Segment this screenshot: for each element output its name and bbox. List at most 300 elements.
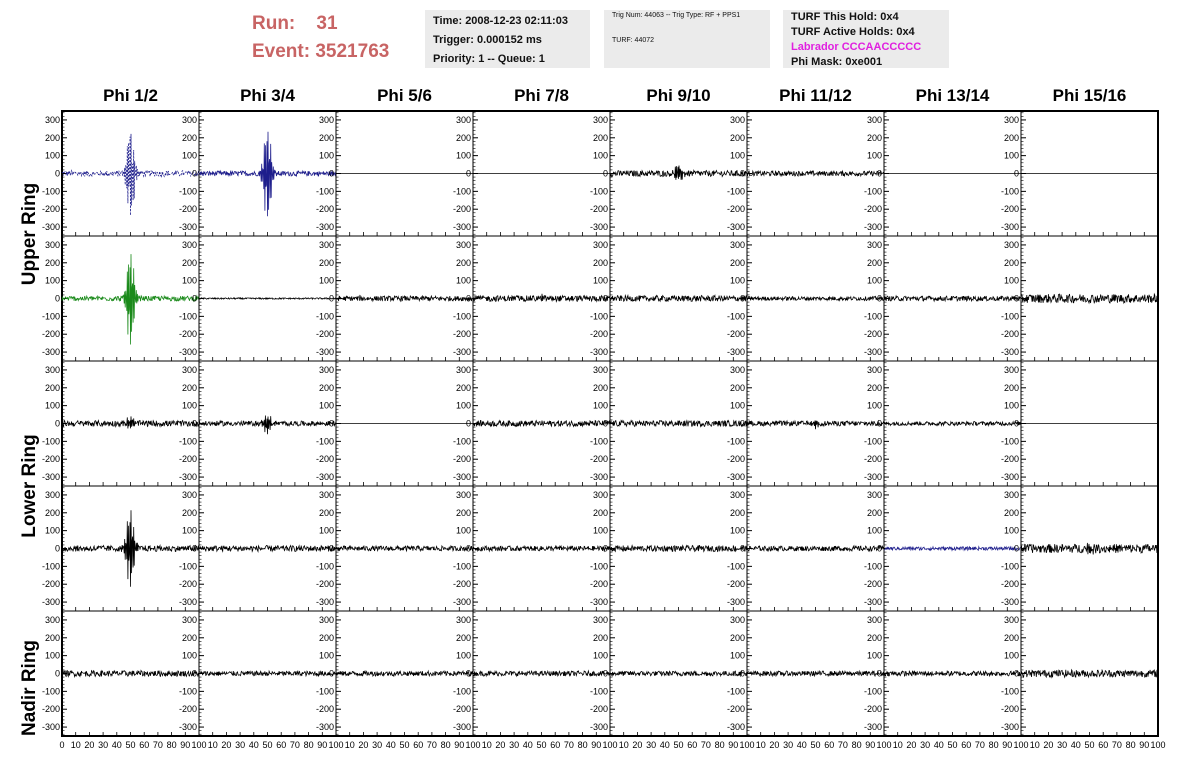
y-tick-label: -300 xyxy=(178,222,197,233)
y-tick-label: 200 xyxy=(866,507,882,518)
y-tick-label: 300 xyxy=(1003,239,1019,250)
y-tick-label: 300 xyxy=(729,364,745,375)
y-tick-label: 300 xyxy=(866,239,882,250)
y-tick-label: 300 xyxy=(455,239,471,250)
y-tick-label: 100 xyxy=(592,275,608,286)
y-tick-label: 100 xyxy=(729,525,745,536)
x-tick-label: 20 xyxy=(632,740,643,750)
y-tick-label: -300 xyxy=(452,722,471,733)
y-tick-label: -200 xyxy=(589,454,608,465)
waveform-r3-c7 xyxy=(1021,543,1158,555)
y-tick-label: -200 xyxy=(178,204,197,215)
y-tick-label: 300 xyxy=(866,114,882,125)
y-tick-label: -200 xyxy=(41,204,60,215)
y-tick-label: -300 xyxy=(41,722,60,733)
x-tick-label: 30 xyxy=(1057,740,1068,750)
y-tick-label: -300 xyxy=(178,597,197,608)
x-tick-label: 60 xyxy=(1098,740,1109,750)
y-tick-label: 100 xyxy=(729,275,745,286)
y-tick-label: -300 xyxy=(863,222,882,233)
x-tick-label: 40 xyxy=(659,740,670,750)
y-tick-label: 200 xyxy=(592,507,608,518)
x-tick-label: 50 xyxy=(536,740,547,750)
y-tick-label: -100 xyxy=(726,436,745,447)
y-tick-label: 200 xyxy=(1003,382,1019,393)
y-tick-label: -100 xyxy=(41,561,60,572)
y-tick-label: 300 xyxy=(729,239,745,250)
y-tick-label: -300 xyxy=(41,222,60,233)
waveform-r4-c5 xyxy=(747,671,884,676)
waveform-r1-c5 xyxy=(747,297,884,301)
y-tick-label: 100 xyxy=(866,650,882,661)
waveform-r4-c3 xyxy=(473,671,610,676)
y-tick-label: -200 xyxy=(863,329,882,340)
y-tick-label: 100 xyxy=(318,275,334,286)
y-tick-label: -200 xyxy=(41,579,60,590)
y-tick-label: 100 xyxy=(44,275,60,286)
y-tick-label: -200 xyxy=(589,704,608,715)
y-tick-label: -100 xyxy=(315,686,334,697)
y-tick-label: -100 xyxy=(452,561,471,572)
y-tick-label: 100 xyxy=(592,150,608,161)
x-tick-label: 20 xyxy=(84,740,95,750)
x-tick-label: 20 xyxy=(769,740,780,750)
y-tick-label: -200 xyxy=(726,579,745,590)
x-tick-label: 60 xyxy=(687,740,698,750)
y-tick-label: 0 xyxy=(328,668,334,679)
y-tick-label: -300 xyxy=(1000,722,1019,733)
y-tick-label: -300 xyxy=(863,722,882,733)
y-tick-label: 0 xyxy=(328,293,334,304)
y-tick-label: -300 xyxy=(452,472,471,483)
y-tick-label: 200 xyxy=(318,132,334,143)
x-tick-label: 90 xyxy=(865,740,876,750)
y-tick-label: 300 xyxy=(318,114,334,125)
x-tick-label: 10 xyxy=(892,740,903,750)
y-tick-label: -100 xyxy=(178,186,197,197)
y-tick-label: 0 xyxy=(328,168,334,179)
waveform-r2-c1 xyxy=(199,416,336,435)
x-tick-label: 60 xyxy=(824,740,835,750)
event-label: Event: xyxy=(252,41,311,62)
y-tick-label: 300 xyxy=(181,239,197,250)
x-tick-label: 70 xyxy=(426,740,437,750)
waveform-r2-c5 xyxy=(747,418,884,430)
y-tick-label: 0 xyxy=(739,293,745,304)
y-tick-label: -300 xyxy=(41,597,60,608)
y-tick-label: 100 xyxy=(455,650,471,661)
y-tick-label: -200 xyxy=(726,704,745,715)
x-tick-label: 70 xyxy=(837,740,848,750)
y-tick-label: 200 xyxy=(729,132,745,143)
y-tick-label: 0 xyxy=(1013,293,1019,304)
y-tick-label: 100 xyxy=(1003,400,1019,411)
y-tick-label: -200 xyxy=(863,454,882,465)
y-tick-label: 300 xyxy=(729,614,745,625)
x-tick-label: 80 xyxy=(851,740,862,750)
y-tick-label: -100 xyxy=(41,311,60,322)
y-tick-label: 200 xyxy=(1003,257,1019,268)
y-tick-label: -100 xyxy=(178,436,197,447)
y-tick-label: -100 xyxy=(452,311,471,322)
y-tick-label: 300 xyxy=(729,114,745,125)
y-tick-label: 200 xyxy=(729,382,745,393)
x-tick-label: 100 xyxy=(739,740,755,750)
x-tick-label: 90 xyxy=(180,740,191,750)
y-tick-label: -200 xyxy=(41,454,60,465)
y-tick-label: 0 xyxy=(876,168,882,179)
y-tick-label: 200 xyxy=(1003,507,1019,518)
waveform-r1-c4 xyxy=(610,293,747,304)
y-tick-label: 100 xyxy=(318,650,334,661)
y-tick-label: 200 xyxy=(1003,632,1019,643)
y-tick-label: -300 xyxy=(178,347,197,358)
y-tick-label: -100 xyxy=(1000,186,1019,197)
x-tick-label: 10 xyxy=(618,740,629,750)
y-tick-label: -300 xyxy=(589,472,608,483)
y-tick-label: 0 xyxy=(876,418,882,429)
y-tick-label: -200 xyxy=(315,329,334,340)
y-tick-label: -300 xyxy=(589,347,608,358)
y-tick-label: 0 xyxy=(876,668,882,679)
y-tick-label: -300 xyxy=(1000,472,1019,483)
y-tick-label: 200 xyxy=(44,632,60,643)
y-tick-label: 0 xyxy=(465,168,471,179)
y-tick-label: -200 xyxy=(178,329,197,340)
y-tick-label: 300 xyxy=(44,364,60,375)
y-tick-label: 300 xyxy=(44,614,60,625)
waveform-r4-c0 xyxy=(62,668,199,679)
x-tick-label: 20 xyxy=(1043,740,1054,750)
y-tick-label: 0 xyxy=(465,668,471,679)
turf-this-hold: TURF This Hold: 0x4 xyxy=(791,11,899,23)
x-tick-label: 80 xyxy=(303,740,314,750)
y-tick-label: -200 xyxy=(726,454,745,465)
waveform-r4-c1 xyxy=(199,671,336,676)
ring-label-lower: Lower Ring xyxy=(19,434,40,538)
y-tick-label: -100 xyxy=(41,436,60,447)
y-tick-label: 300 xyxy=(866,489,882,500)
waveform-r1-c1 xyxy=(199,298,336,299)
waveform-r2-c3 xyxy=(473,418,610,429)
y-tick-label: 0 xyxy=(602,168,608,179)
y-tick-label: 200 xyxy=(866,132,882,143)
waveform-r0-c5 xyxy=(747,171,884,176)
x-tick-label: 80 xyxy=(1125,740,1136,750)
y-tick-label: -200 xyxy=(589,204,608,215)
x-tick-label: 30 xyxy=(646,740,657,750)
y-tick-label: 300 xyxy=(592,614,608,625)
y-tick-label: -100 xyxy=(726,561,745,572)
x-tick-label: 100 xyxy=(191,740,207,750)
y-tick-label: 100 xyxy=(181,275,197,286)
y-tick-label: 0 xyxy=(602,418,608,429)
ring-label-nadir: Nadir Ring xyxy=(19,639,40,737)
x-tick-label: 90 xyxy=(728,740,739,750)
phi-mask-text: Phi Mask: 0xe001 xyxy=(791,56,883,68)
y-tick-label: -300 xyxy=(863,347,882,358)
y-tick-label: 0 xyxy=(465,543,471,554)
x-tick-label: 10 xyxy=(344,740,355,750)
column-header-phi-9-10: Phi 9/10 xyxy=(646,86,711,105)
y-tick-label: -200 xyxy=(589,329,608,340)
x-tick-label: 60 xyxy=(139,740,150,750)
waveform-r3-c6 xyxy=(884,547,1021,550)
y-tick-label: -100 xyxy=(589,436,608,447)
y-tick-label: 0 xyxy=(1013,668,1019,679)
y-tick-label: 100 xyxy=(592,525,608,536)
waveform-r3-c0 xyxy=(62,507,199,590)
y-tick-label: 200 xyxy=(44,382,60,393)
labrador-text: Labrador CCCAACCCCC xyxy=(791,41,922,53)
y-tick-label: 100 xyxy=(44,150,60,161)
y-tick-label: 0 xyxy=(739,668,745,679)
column-header-phi-5-6: Phi 5/6 xyxy=(377,86,432,105)
x-tick-label: 70 xyxy=(152,740,163,750)
y-tick-label: 300 xyxy=(866,614,882,625)
y-tick-label: -200 xyxy=(452,204,471,215)
y-tick-label: -100 xyxy=(315,561,334,572)
y-tick-label: -100 xyxy=(315,311,334,322)
y-tick-label: -100 xyxy=(726,686,745,697)
y-tick-label: -300 xyxy=(589,597,608,608)
x-tick-label: 90 xyxy=(317,740,328,750)
column-header-phi-7-8: Phi 7/8 xyxy=(514,86,569,105)
x-tick-label: 70 xyxy=(1111,740,1122,750)
y-tick-label: -100 xyxy=(315,436,334,447)
y-tick-label: 0 xyxy=(54,543,60,554)
x-tick-label: 40 xyxy=(1070,740,1081,750)
y-tick-label: -200 xyxy=(863,704,882,715)
time-text: Time: 2008-12-23 02:11:03 xyxy=(433,15,568,27)
y-tick-label: -300 xyxy=(41,472,60,483)
waveform-r1-c3 xyxy=(473,294,610,302)
x-tick-label: 100 xyxy=(465,740,481,750)
y-tick-label: -100 xyxy=(726,186,745,197)
waveform-r3-c5 xyxy=(747,546,884,551)
x-tick-label: 40 xyxy=(933,740,944,750)
x-tick-label: 10 xyxy=(70,740,81,750)
y-tick-label: 0 xyxy=(54,668,60,679)
waveform-r4-c2 xyxy=(336,671,473,676)
y-tick-label: 300 xyxy=(1003,114,1019,125)
x-tick-label: 50 xyxy=(125,740,136,750)
y-tick-label: 200 xyxy=(318,257,334,268)
waveform-r1-c6 xyxy=(884,296,1021,301)
x-tick-label: 50 xyxy=(947,740,958,750)
y-tick-label: -200 xyxy=(315,454,334,465)
y-tick-label: -200 xyxy=(452,329,471,340)
y-tick-label: 0 xyxy=(191,168,197,179)
y-tick-label: -300 xyxy=(726,347,745,358)
y-tick-label: 300 xyxy=(592,114,608,125)
y-tick-label: 200 xyxy=(729,632,745,643)
y-tick-label: 200 xyxy=(318,382,334,393)
waveform-r1-c2 xyxy=(336,296,473,301)
y-tick-label: 100 xyxy=(44,525,60,536)
y-tick-label: 0 xyxy=(191,668,197,679)
y-tick-label: 200 xyxy=(455,632,471,643)
waveform-r4-c4 xyxy=(610,671,747,676)
x-tick-label: 40 xyxy=(522,740,533,750)
y-tick-label: 200 xyxy=(44,257,60,268)
x-tick-label: 80 xyxy=(440,740,451,750)
y-tick-label: -100 xyxy=(315,186,334,197)
y-tick-label: 300 xyxy=(866,364,882,375)
y-tick-label: -100 xyxy=(863,686,882,697)
y-tick-label: 0 xyxy=(54,168,60,179)
y-tick-label: 300 xyxy=(318,614,334,625)
y-tick-label: 300 xyxy=(1003,489,1019,500)
x-tick-label: 10 xyxy=(1029,740,1040,750)
x-tick-label: 40 xyxy=(796,740,807,750)
x-tick-label: 50 xyxy=(1084,740,1095,750)
y-tick-label: 300 xyxy=(455,364,471,375)
x-tick-label: 50 xyxy=(810,740,821,750)
x-tick-label: 10 xyxy=(207,740,218,750)
y-tick-label: -100 xyxy=(589,186,608,197)
y-tick-label: 0 xyxy=(602,543,608,554)
y-tick-label: 200 xyxy=(181,257,197,268)
waveform-r0-c4 xyxy=(610,166,747,180)
y-tick-label: 0 xyxy=(191,543,197,554)
y-tick-label: -200 xyxy=(315,579,334,590)
y-tick-label: -200 xyxy=(726,204,745,215)
x-tick-label: 90 xyxy=(1002,740,1013,750)
y-tick-label: -200 xyxy=(1000,329,1019,340)
y-tick-label: 0 xyxy=(328,418,334,429)
y-tick-label: -200 xyxy=(726,329,745,340)
y-tick-label: -300 xyxy=(589,722,608,733)
x-tick-label: 90 xyxy=(1139,740,1150,750)
x-tick-label: 20 xyxy=(495,740,506,750)
y-tick-label: 200 xyxy=(866,382,882,393)
y-tick-label: 200 xyxy=(729,257,745,268)
y-tick-label: 200 xyxy=(44,507,60,518)
y-tick-label: 0 xyxy=(54,293,60,304)
x-tick-label: 30 xyxy=(98,740,109,750)
x-tick-label: 100 xyxy=(602,740,618,750)
y-tick-label: -100 xyxy=(178,561,197,572)
y-tick-label: -100 xyxy=(1000,311,1019,322)
y-tick-label: -300 xyxy=(452,222,471,233)
x-tick-label: 30 xyxy=(920,740,931,750)
x-tick-label: 80 xyxy=(166,740,177,750)
y-tick-label: 100 xyxy=(455,400,471,411)
y-tick-label: 300 xyxy=(44,489,60,500)
y-tick-label: -100 xyxy=(726,311,745,322)
y-tick-label: 0 xyxy=(739,418,745,429)
y-tick-label: -300 xyxy=(41,347,60,358)
y-tick-label: 300 xyxy=(181,614,197,625)
turf-text: TURF: 44072 xyxy=(612,37,655,44)
waveform-r3-c4 xyxy=(610,543,747,554)
column-header-phi-1-2: Phi 1/2 xyxy=(103,86,158,105)
y-tick-label: 300 xyxy=(181,364,197,375)
y-tick-label: 300 xyxy=(455,114,471,125)
y-tick-label: 0 xyxy=(602,668,608,679)
x-tick-label: 30 xyxy=(372,740,383,750)
y-tick-label: -100 xyxy=(452,186,471,197)
waveform-r3-c2 xyxy=(336,546,473,551)
x-tick-label: 40 xyxy=(111,740,122,750)
y-tick-label: 0 xyxy=(54,418,60,429)
y-tick-label: -300 xyxy=(178,472,197,483)
y-tick-label: -300 xyxy=(315,722,334,733)
y-tick-label: -300 xyxy=(452,347,471,358)
y-tick-label: -200 xyxy=(452,454,471,465)
x-tick-label: 50 xyxy=(262,740,273,750)
y-tick-label: 0 xyxy=(465,418,471,429)
y-tick-label: 300 xyxy=(592,364,608,375)
y-tick-label: 0 xyxy=(1013,418,1019,429)
y-tick-label: 100 xyxy=(455,525,471,536)
y-tick-label: -100 xyxy=(1000,686,1019,697)
y-tick-label: -100 xyxy=(589,311,608,322)
x-tick-label: 20 xyxy=(906,740,917,750)
column-header-phi-3-4: Phi 3/4 xyxy=(240,86,295,105)
waveform-r3-c1 xyxy=(199,543,336,554)
column-header-phi-15-16: Phi 15/16 xyxy=(1052,86,1127,105)
y-tick-label: -100 xyxy=(1000,561,1019,572)
y-tick-label: 100 xyxy=(592,650,608,661)
x-tick-label: 10 xyxy=(755,740,766,750)
x-tick-label: 100 xyxy=(328,740,344,750)
y-tick-label: -200 xyxy=(315,704,334,715)
waveform-r4-c7 xyxy=(1021,670,1158,677)
y-tick-label: -300 xyxy=(1000,222,1019,233)
x-tick-label: 30 xyxy=(235,740,246,750)
x-tick-label: 100 xyxy=(1150,740,1166,750)
y-tick-label: 0 xyxy=(328,543,334,554)
y-tick-label: 100 xyxy=(181,400,197,411)
y-tick-label: 100 xyxy=(866,400,882,411)
column-header-phi-11-12: Phi 11/12 xyxy=(779,86,852,105)
y-tick-label: 200 xyxy=(592,382,608,393)
y-tick-label: -300 xyxy=(726,597,745,608)
x-tick-label: 30 xyxy=(509,740,520,750)
y-tick-label: -100 xyxy=(41,186,60,197)
y-tick-label: -200 xyxy=(452,704,471,715)
y-tick-label: -200 xyxy=(178,454,197,465)
y-tick-label: -300 xyxy=(178,722,197,733)
y-tick-label: -200 xyxy=(41,329,60,340)
ring-label-upper: Upper Ring xyxy=(19,182,40,286)
y-tick-label: 200 xyxy=(181,507,197,518)
y-tick-label: -100 xyxy=(41,686,60,697)
y-tick-label: -200 xyxy=(315,204,334,215)
y-tick-label: -300 xyxy=(589,222,608,233)
y-tick-label: 100 xyxy=(318,525,334,536)
y-tick-label: -200 xyxy=(1000,204,1019,215)
waveform-r2-c0 xyxy=(62,416,199,428)
y-tick-label: 300 xyxy=(318,489,334,500)
y-tick-label: 100 xyxy=(181,150,197,161)
x-tick-label: 40 xyxy=(248,740,259,750)
y-tick-label: 200 xyxy=(455,507,471,518)
y-tick-label: 200 xyxy=(729,507,745,518)
x-tick-label: 70 xyxy=(974,740,985,750)
y-tick-label: -300 xyxy=(726,222,745,233)
y-tick-label: -100 xyxy=(863,311,882,322)
y-tick-label: 200 xyxy=(455,132,471,143)
y-tick-label: -300 xyxy=(315,472,334,483)
y-tick-label: -200 xyxy=(863,204,882,215)
y-tick-label: -100 xyxy=(863,186,882,197)
y-tick-label: -100 xyxy=(589,686,608,697)
waveform-r4-c6 xyxy=(884,671,1021,676)
y-tick-label: -200 xyxy=(41,704,60,715)
